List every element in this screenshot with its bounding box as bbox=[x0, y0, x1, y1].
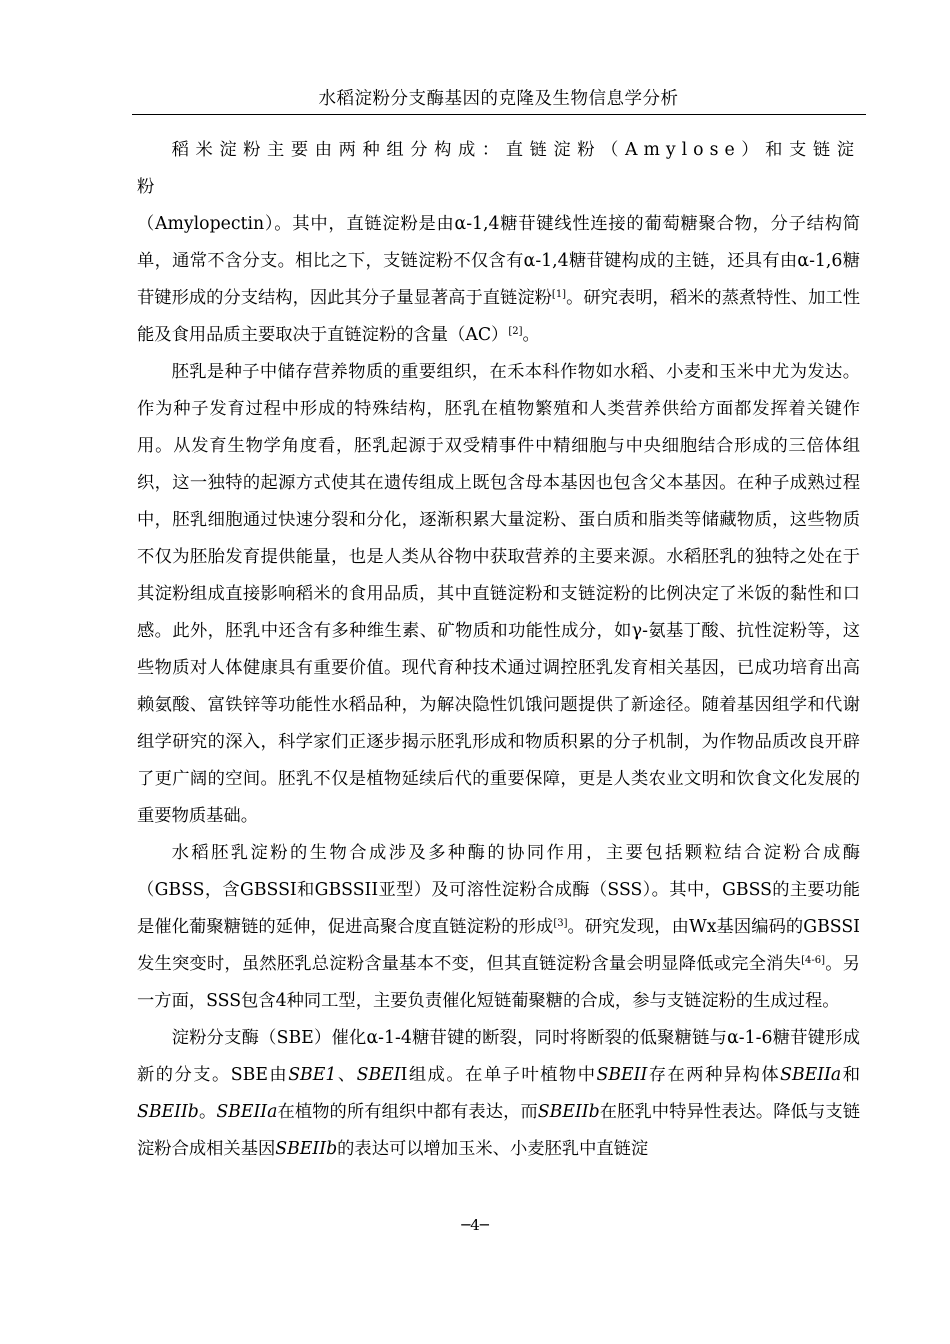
text-run: 的表达可以增加玉米、小麦胚乳中直链淀 bbox=[337, 1139, 649, 1159]
header-rule bbox=[132, 114, 866, 115]
text-run: （Amylopectin）。其中，直链淀粉是由α-1,4糖苷键线性连接的葡萄糖聚合物，分子结构简单，通常不含分支。相比之下，支链淀粉不仅含有α-1,4糖苷键构成的主链，还具有由α-1,6糖苷键形成的分支结构，因此其分子量显著高于直链淀粉 bbox=[137, 214, 860, 308]
gene-name: SBEIIb bbox=[537, 1102, 600, 1122]
citation: [1] bbox=[551, 289, 567, 300]
body-text bbox=[137, 132, 860, 1168]
text-run: I组成。在单子叶植物中 bbox=[400, 1065, 597, 1085]
running-header-title: 水稻淀粉分支酶基因的克隆及生物信息学分析 bbox=[318, 89, 679, 109]
citation: [2] bbox=[508, 326, 523, 337]
text-run: 。 bbox=[198, 1102, 217, 1122]
text-run: 存在两种异构体 bbox=[647, 1065, 781, 1085]
text-run: 、 bbox=[336, 1065, 357, 1085]
paragraph-gbss bbox=[137, 835, 860, 1020]
paragraph-sbe bbox=[137, 1020, 860, 1168]
paragraph-endosperm bbox=[137, 354, 860, 835]
page-number: ─4─ bbox=[461, 1216, 489, 1234]
gene-name: SBEI bbox=[356, 1065, 401, 1085]
text-run: 在胚乳中特异性表达。降低与支链淀粉合成相关基因 bbox=[137, 1102, 860, 1159]
gene-name: SBEIIa bbox=[780, 1065, 842, 1085]
text-run: 。另一方面，SSS包含4种同工型，主要负责催化短链葡聚糖的合成，参与支链淀粉的生成过程。 bbox=[137, 954, 860, 1011]
paragraph-first-line bbox=[137, 132, 860, 206]
text-run: 和 bbox=[841, 1065, 860, 1085]
citation: [3] bbox=[553, 918, 568, 929]
text-run: 在植物的所有组织中都有表达，而 bbox=[277, 1102, 538, 1122]
gene-name: SBE1 bbox=[288, 1065, 337, 1085]
text-run: 。研究表明，稻米的蒸煮特性、加工性能及食用品质主要取决于直链淀粉的含量（AC） bbox=[137, 288, 860, 345]
gene-name: SBEII bbox=[596, 1065, 648, 1085]
text-run: 胚乳是种子中储存营养物质的重要组织，在禾本科作物如水稻、小麦和玉米中尤为发达。作为种子发育过程中形成的特殊结构，胚乳在植物繁殖和人类营养供给方面都发挥着关键作用。从发育生物学角度看，胚乳起源于双受精事件中精细胞与中央细胞结合形成的三倍体组织，这一独特的起源方式使其在遗传组成上既包含母本基因也包含父本基因。在种子成熟过程中，胚乳细胞通过快速分裂和分化，逐渐积累大量淀粉、蛋白质和脂类等储藏物质，这些物质不仅为胚胎发育提供能量，也是人类从谷物中获取营养的主要来源。水稻胚乳的独特之处在于其淀粉组成直接影响稻米的食用品质，其中直链淀粉和支链淀粉的比例决定了米饭的黏性和口感。此外，胚乳中还含有多种维生素、矿物质和功能性成分，如γ-氨基丁酸、抗性淀粉等，这些物质对人体健康具有重要价值。现代育种技术通过调控胚乳发育相关基因，已成功培育出高赖氨酸、富铁锌等功能性水稻品种，为解决隐性饥饿问题提供了新途径。随着基因组学和代谢组学研究的深入，科学家们正逐步揭示胚乳形成和物质积累的分子机制，为作物品质改良开辟了更广阔的空间。胚乳不仅是植物延续后代的重要保障，更是人类农业文明和饮食文化发展的重要物质基础。 bbox=[137, 362, 860, 826]
gene-name: SBEIIb bbox=[275, 1139, 338, 1159]
citation: [4-6] bbox=[801, 955, 826, 966]
gene-name: SBEIIb bbox=[137, 1102, 199, 1122]
text-run: 稻米淀粉主要由两种组分构成：直链淀粉（Amylose）和支链淀粉 bbox=[137, 140, 860, 197]
text-run: 水稻胚乳淀粉的生物合成涉及多种酶的协同作用，主要包括颗粒结合淀粉合成酶（GBSS，含GBSSI和GBSSII亚型）及可溶性淀粉合成酶（SSS）。其中，GBSS的主要功能是催化葡聚糖链的延伸，促进高聚合度直链淀粉的形成 bbox=[137, 843, 860, 937]
text-run: 。研究发现，由Wx基因编码的GBSSI发生突变时，虽然胚乳总淀粉含量基本不变，但其直链淀粉含量会明显降低或完全消失 bbox=[137, 917, 860, 974]
text-run: 。 bbox=[522, 325, 540, 345]
text-run: 淀粉分支酶（SBE）催化α-1-4糖苷键的断裂，同时将断裂的低聚糖链与α-1-6糖苷键形成新的分支。SBE由 bbox=[137, 1028, 860, 1085]
gene-name: SBEIIa bbox=[216, 1102, 278, 1122]
paragraph-amylose bbox=[137, 206, 860, 354]
